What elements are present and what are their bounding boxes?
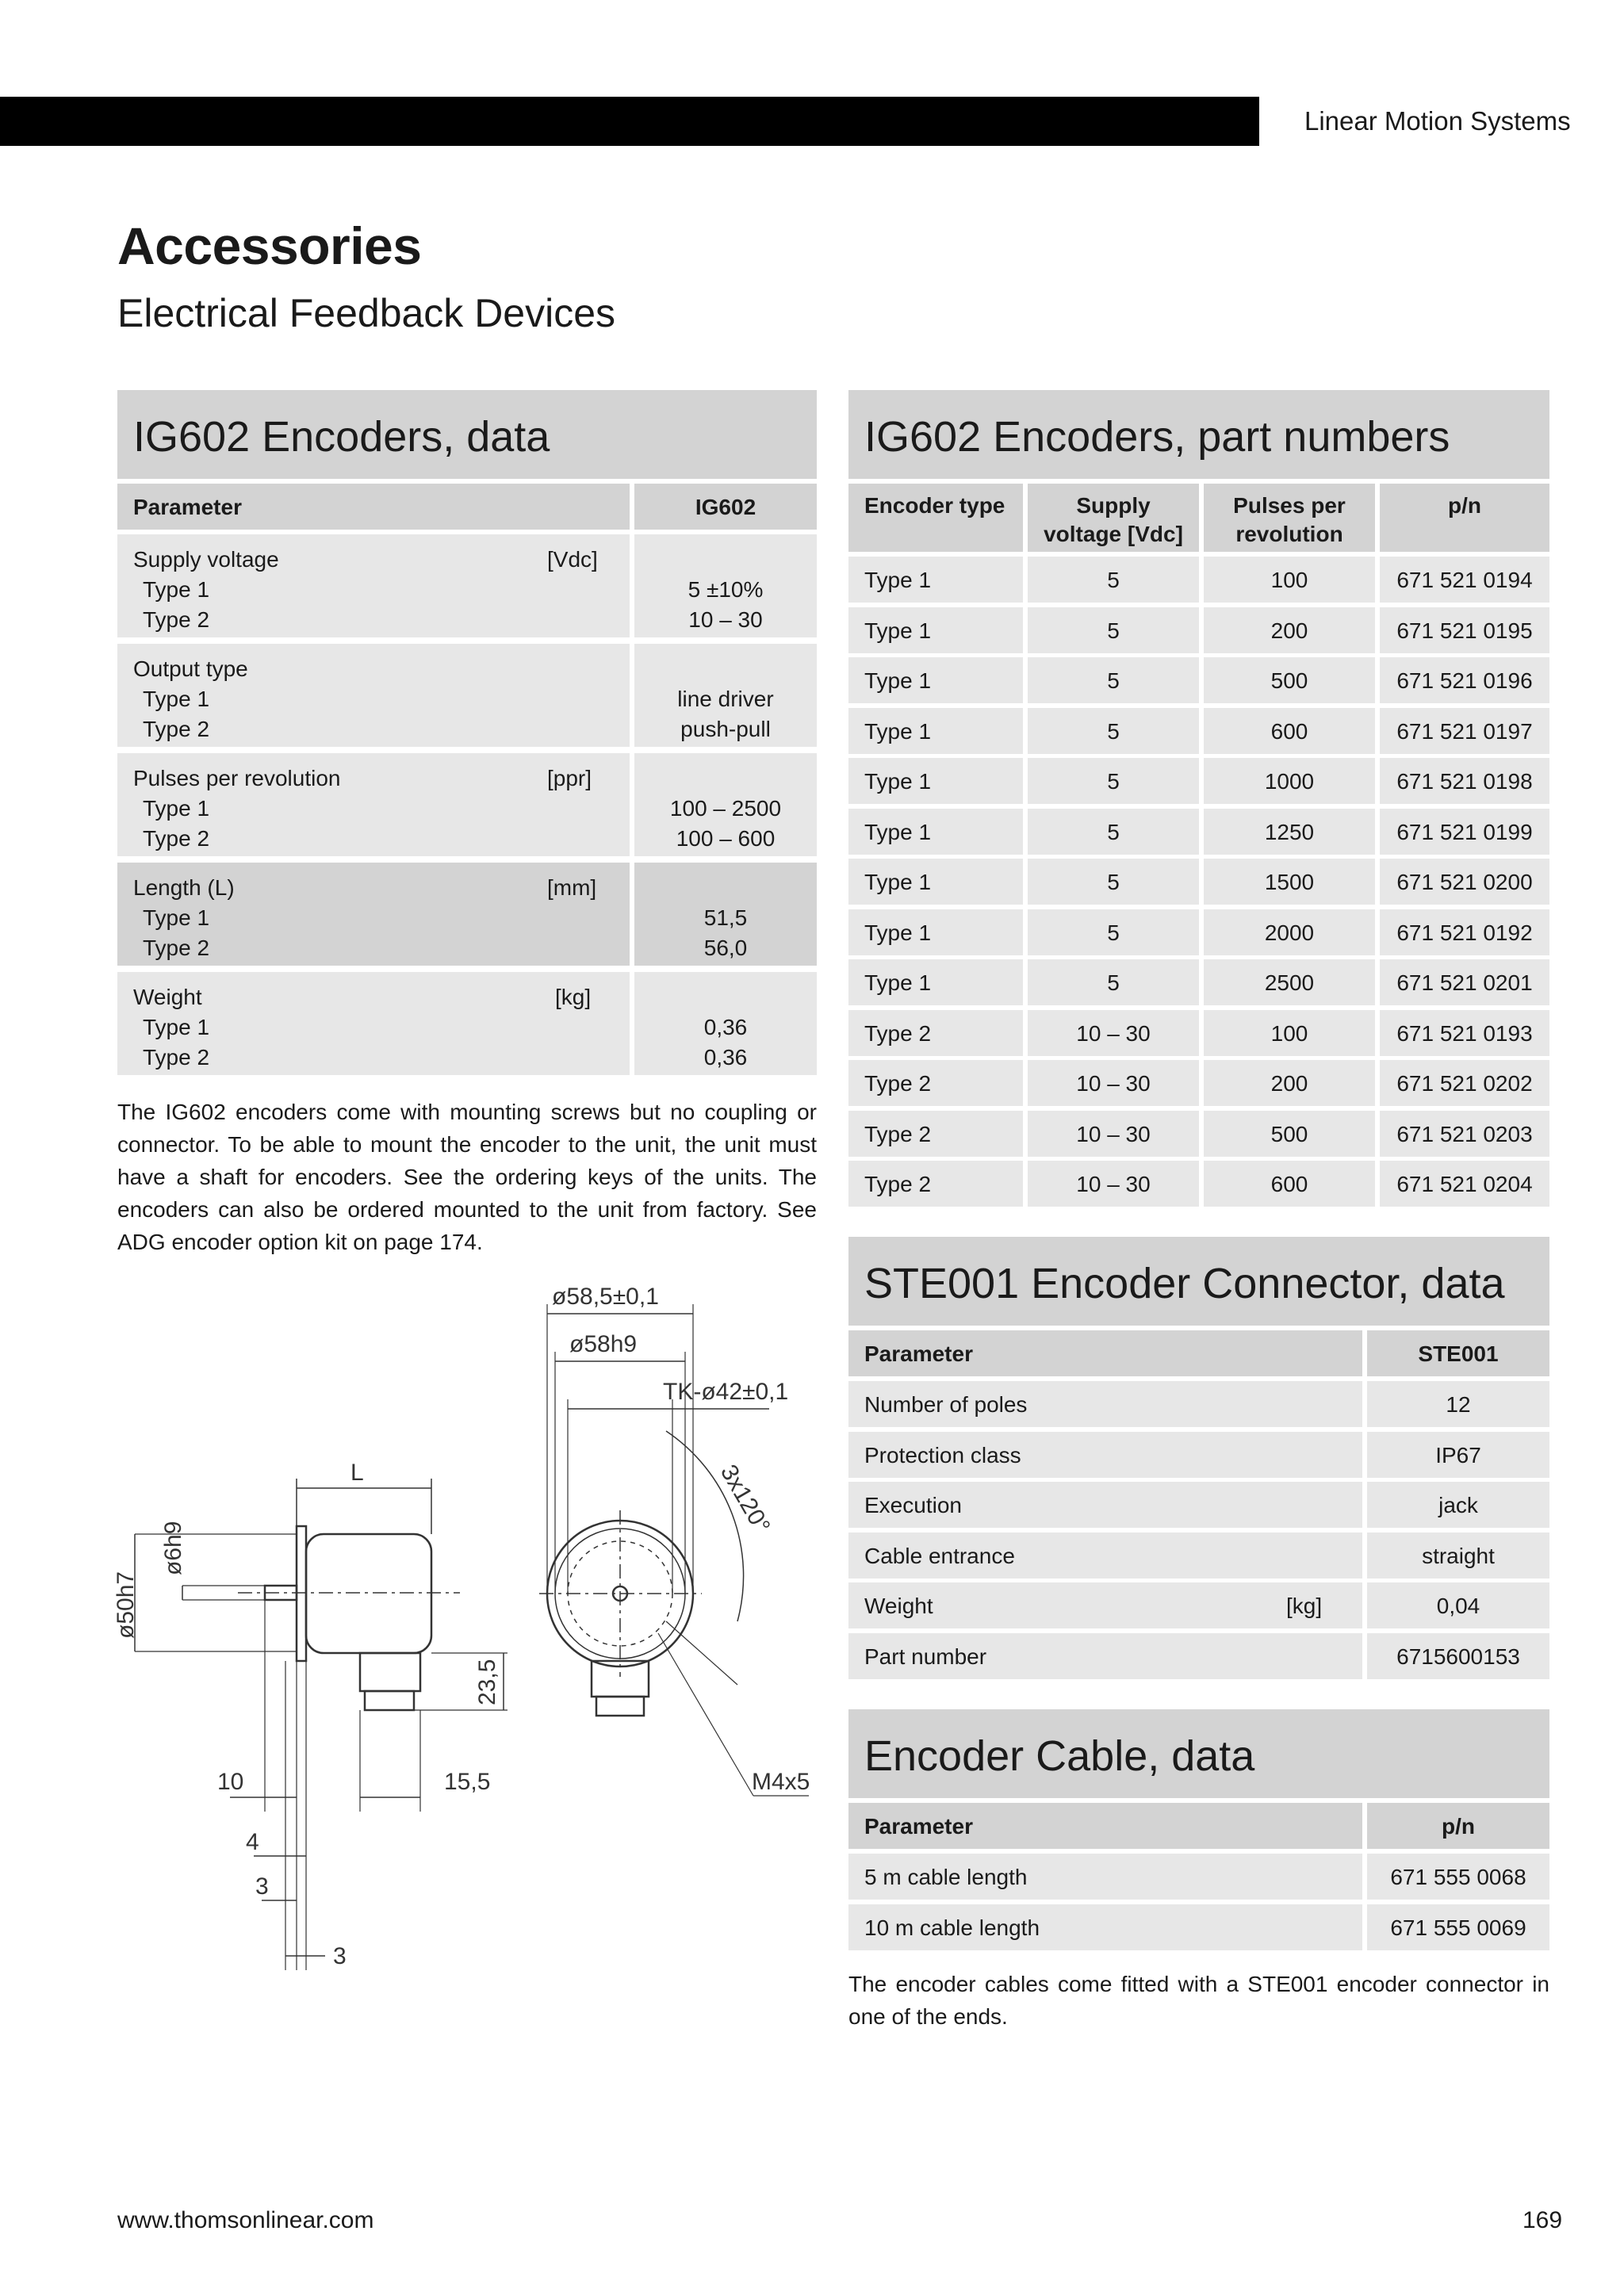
group-unit: [kg] — [555, 985, 592, 1009]
part-number: 671 521 0204 — [1396, 1172, 1533, 1196]
header-bar — [0, 97, 1259, 146]
row-label: Type 1 — [143, 577, 210, 602]
row-value: push-pull — [680, 717, 771, 741]
row-value: 5 ±10% — [688, 577, 764, 602]
parts-cell — [848, 909, 1023, 955]
group-name: Weight — [133, 985, 202, 1009]
parts-cell — [848, 1161, 1023, 1207]
parts-cell-text: Type 2 — [864, 1071, 932, 1096]
parts-cell — [1380, 959, 1549, 1005]
parts-cell — [848, 557, 1023, 603]
parts-cell-text: 5 — [1107, 718, 1120, 744]
parts-cell — [848, 959, 1023, 1005]
group-name: Pulses per revolution — [133, 766, 341, 790]
ste001-row — [848, 1633, 1362, 1679]
ste001-row-unit: [kg] — [1286, 1594, 1323, 1618]
parts-cell — [848, 809, 1023, 855]
parts-cell — [1380, 909, 1549, 955]
parts-cell — [1028, 859, 1199, 905]
dim-4: 4 — [246, 1829, 259, 1855]
parts-cell-text: 5 — [1107, 568, 1120, 592]
parts-cell — [1204, 1060, 1375, 1106]
row-value: 100 – 600 — [676, 826, 776, 851]
ig602-data-header-value-text: IG602 — [695, 495, 756, 519]
parts-cell — [1028, 1010, 1199, 1056]
ig602-group-output-type-values — [634, 644, 817, 747]
dim-shaft-diameter: ø6h9 — [160, 1521, 186, 1575]
dim-10: 10 — [217, 1769, 244, 1795]
parts-cell — [848, 1010, 1023, 1056]
parts-cell — [1028, 607, 1199, 653]
parts-cell — [1380, 1010, 1549, 1056]
parts-cell-text: 5 — [1107, 819, 1120, 844]
row-value: line driver — [677, 687, 774, 711]
parts-cell-text: 5 — [1107, 970, 1120, 995]
parts-cell — [848, 758, 1023, 804]
row-value: 0,36 — [703, 1045, 748, 1070]
parts-cell — [1028, 909, 1199, 955]
parts-cell — [1204, 557, 1375, 603]
parts-cell — [1204, 809, 1375, 855]
parts-cell — [1204, 1111, 1375, 1157]
parts-cell — [1028, 1161, 1199, 1207]
parts-cell-text: 10 – 30 — [1076, 1020, 1151, 1046]
ste001-row — [848, 1432, 1362, 1478]
part-number: 671 521 0192 — [1396, 920, 1533, 945]
ste001-row-value-cell — [1367, 1381, 1549, 1427]
ig602-group-length-values — [634, 863, 817, 966]
ste001-row-value-cell — [1367, 1533, 1549, 1578]
dim-mid-diameter: ø58h9 — [569, 1331, 638, 1357]
dim-connector-height: 23,5 — [474, 1659, 500, 1705]
dim-flange-diameter: ø50h7 — [113, 1571, 139, 1639]
dim-outer-diameter: ø58,5±0,1 — [552, 1284, 659, 1310]
parts-cell — [848, 1060, 1023, 1106]
parts-cell-text: Type 1 — [864, 769, 932, 794]
ig602-group-weight-values — [634, 972, 817, 1075]
ste001-row-value: straight — [1422, 1543, 1495, 1568]
row-label: Type 2 — [143, 1045, 210, 1070]
parts-cell — [1380, 1060, 1549, 1106]
parts-cell-text: 5 — [1107, 769, 1120, 794]
row-label: Type 2 — [143, 717, 210, 741]
part-number: 671 521 0201 — [1396, 970, 1533, 995]
row-value: 100 – 2500 — [669, 796, 782, 821]
part-number: 671 521 0193 — [1396, 1020, 1533, 1046]
ste001-row-value: 12 — [1446, 1392, 1471, 1417]
footer-url[interactable]: www.thomsonlinear.com — [117, 2207, 374, 2233]
parts-cell-text: Type 1 — [864, 618, 932, 643]
ste001-row-value-cell — [1367, 1582, 1549, 1628]
ste001-row-value: IP67 — [1435, 1442, 1481, 1468]
parts-header-text: Pulses per revolution — [1233, 493, 1346, 546]
parts-cell — [1380, 557, 1549, 603]
group-name: Length (L) — [133, 875, 235, 900]
parts-cell-text: Type 1 — [864, 819, 932, 844]
parts-header-text: p/n — [1448, 493, 1481, 518]
part-number: 671 521 0198 — [1396, 769, 1533, 794]
row-label: Type 1 — [143, 905, 210, 930]
row-label: Type 2 — [143, 607, 210, 632]
ste001-row-label: Cable entrance — [864, 1543, 1015, 1568]
parts-cell-text: Type 1 — [864, 568, 932, 592]
parts-cell-text: 10 – 30 — [1076, 1071, 1151, 1096]
part-number: 671 521 0203 — [1396, 1121, 1533, 1146]
parts-cell — [1380, 809, 1549, 855]
parts-cell-text: Type 1 — [864, 718, 932, 744]
ig602-group-output-type — [117, 644, 630, 747]
ig602-group-length — [117, 863, 630, 966]
parts-cell — [1204, 1161, 1375, 1207]
ste001-row — [848, 1381, 1362, 1427]
dim-length: L — [350, 1460, 364, 1486]
parts-cell-text: 10 – 30 — [1076, 1172, 1151, 1196]
parts-cell — [848, 708, 1023, 754]
ste001-row-value-cell — [1367, 1633, 1549, 1679]
parts-cell — [1380, 708, 1549, 754]
parts-header-1 — [1028, 484, 1199, 552]
ste001-row-label: Protection class — [864, 1442, 1021, 1468]
encoder-front-view — [539, 1304, 809, 1796]
ste001-row-value: 6715600153 — [1396, 1644, 1520, 1669]
parts-cell — [1028, 1111, 1199, 1157]
group-unit: [mm] — [547, 875, 597, 900]
parts-cell-text: 5 — [1107, 870, 1120, 894]
encoder-side-view — [135, 1479, 508, 1970]
parts-cell-text: 5 — [1107, 618, 1120, 643]
ste001-header-value-text: STE001 — [1418, 1341, 1499, 1366]
part-number: 671 521 0194 — [1396, 568, 1533, 592]
parts-cell — [1028, 1060, 1199, 1106]
parts-header-0 — [848, 484, 1023, 552]
ig602-data-header-value — [634, 484, 817, 530]
cable-header-value — [1367, 1803, 1549, 1849]
section-label: Linear Motion Systems — [1304, 106, 1571, 136]
parts-cell — [1028, 758, 1199, 804]
ig602-group-pulses — [117, 753, 630, 856]
group-unit: [Vdc] — [547, 547, 598, 572]
parts-cell — [1380, 859, 1549, 905]
parts-cell-text: 1000 — [1264, 769, 1315, 794]
parts-cell-text: 1500 — [1264, 870, 1315, 894]
row-label: Type 2 — [143, 936, 210, 960]
parts-header-text: Encoder type — [864, 493, 1005, 518]
cable-note: The encoder cables come fitted with a STE001 encoder connector in one of the ends. — [848, 1972, 1549, 2029]
cable-row-value-cell — [1367, 1904, 1549, 1950]
dim-angle: 3x120° — [714, 1460, 776, 1538]
row-label: Type 1 — [143, 1015, 210, 1039]
parts-cell-text: 500 — [1270, 1121, 1308, 1146]
parts-cell-text: 100 — [1270, 568, 1308, 592]
ste001-row-value: jack — [1438, 1493, 1478, 1517]
parts-cell — [1204, 657, 1375, 703]
cable-header-parameter — [848, 1803, 1362, 1849]
parts-cell-text: Type 1 — [864, 668, 932, 693]
parts-header-text: Supply voltage [Vdc] — [1044, 493, 1183, 546]
parts-cell — [848, 607, 1023, 653]
parts-cell — [1028, 657, 1199, 703]
parts-cell — [1204, 1010, 1375, 1056]
parts-cell-text: Type 2 — [864, 1172, 932, 1196]
ig602-note: The IG602 encoders come with mounting screws but no coupling or connector. To be able to mount the encoder to the unit, the unit must have a shaft for encoders. See the ordering keys of the units. The encoders can also be ordered mounted to the unit from factory. See ADG encoder option kit on page 174. — [117, 1100, 817, 1254]
parts-cell — [1380, 657, 1549, 703]
ste001-row-value-cell — [1367, 1432, 1549, 1478]
row-value: 0,36 — [703, 1015, 748, 1039]
dim-3a: 3 — [255, 1873, 269, 1900]
parts-cell — [1204, 859, 1375, 905]
parts-cell — [1380, 1161, 1549, 1207]
ig602-data-header-parameter — [117, 484, 630, 530]
parts-cell — [1028, 809, 1199, 855]
ste001-heading: STE001 Encoder Connector, data — [848, 1237, 1549, 1326]
ste001-row — [848, 1582, 1362, 1628]
drawing-labels — [113, 1284, 810, 1969]
ste001-row-label: Part number — [864, 1644, 987, 1669]
cable-row-value-cell — [1367, 1854, 1549, 1900]
ste001-row-label: Execution — [864, 1493, 962, 1517]
ste001-header-parameter-text: Parameter — [864, 1341, 973, 1366]
cable-part-number: 671 555 0069 — [1390, 1915, 1526, 1940]
parts-cell — [848, 1111, 1023, 1157]
page-number: 169 — [1522, 2207, 1563, 2233]
cable-row — [848, 1904, 1362, 1950]
part-number: 671 521 0202 — [1396, 1071, 1533, 1096]
page-title: Accessories — [117, 216, 422, 275]
parts-cell-text: 600 — [1270, 1172, 1308, 1196]
parts-cell — [1380, 758, 1549, 804]
parts-cell-text: 100 — [1270, 1020, 1308, 1046]
dim-3b: 3 — [333, 1943, 347, 1969]
cable-header-parameter-text: Parameter — [864, 1814, 973, 1839]
parts-cell-text: Type 1 — [864, 970, 932, 995]
part-number: 671 521 0200 — [1396, 870, 1533, 894]
ig602-group-supply-voltage-values — [634, 534, 817, 637]
row-label: Type 2 — [143, 826, 210, 851]
parts-cell — [848, 657, 1023, 703]
parts-cell-text: 200 — [1270, 618, 1308, 643]
group-name: Supply voltage — [133, 547, 279, 572]
ste001-row-label: Weight — [864, 1594, 933, 1618]
part-number: 671 521 0195 — [1396, 618, 1533, 643]
parts-cell-text: Type 1 — [864, 920, 932, 945]
ste001-header-parameter — [848, 1330, 1362, 1376]
parts-cell — [1204, 909, 1375, 955]
parts-cell — [1028, 557, 1199, 603]
cable-heading: Encoder Cable, data — [848, 1709, 1549, 1798]
parts-cell-text: 5 — [1107, 668, 1120, 693]
ig602-data-heading: IG602 Encoders, data — [117, 390, 817, 479]
parts-cell-text: 1250 — [1264, 819, 1315, 844]
ste001-row-label: Number of poles — [864, 1392, 1028, 1417]
row-value: 51,5 — [703, 905, 748, 930]
ste001-row — [848, 1482, 1362, 1528]
part-number: 671 521 0199 — [1396, 819, 1533, 844]
parts-cell — [1380, 1111, 1549, 1157]
parts-cell — [1204, 758, 1375, 804]
parts-cell-text: Type 1 — [864, 870, 932, 894]
parts-cell — [848, 859, 1023, 905]
cable-part-number: 671 555 0068 — [1390, 1865, 1526, 1889]
row-value: 10 – 30 — [688, 607, 763, 632]
ste001-row — [848, 1533, 1362, 1578]
dim-tk-diameter: TK-ø42±0,1 — [663, 1379, 789, 1405]
page-subtitle: Electrical Feedback Devices — [117, 291, 616, 335]
ste001-row-value-cell — [1367, 1482, 1549, 1528]
parts-cell-text: 2000 — [1264, 920, 1315, 945]
part-number: 671 521 0197 — [1396, 718, 1533, 744]
parts-cell — [1380, 607, 1549, 653]
parts-cell — [1028, 708, 1199, 754]
parts-cell-text: 5 — [1107, 920, 1120, 945]
cable-row-label: 5 m cable length — [864, 1865, 1028, 1889]
ig602-group-pulses-values — [634, 753, 817, 856]
group-name: Output type — [133, 656, 248, 681]
ste001-header-value — [1367, 1330, 1549, 1376]
row-label: Type 1 — [143, 687, 210, 711]
parts-header-3 — [1380, 484, 1549, 552]
cable-header-value-text: p/n — [1442, 1814, 1475, 1839]
parts-cell-text: Type 2 — [864, 1020, 932, 1046]
parts-cell — [1028, 959, 1199, 1005]
ig602-group-weight — [117, 972, 630, 1075]
cable-row-label: 10 m cable length — [864, 1915, 1040, 1940]
part-number: 671 521 0196 — [1396, 668, 1533, 693]
parts-cell-text: 600 — [1270, 718, 1308, 744]
cable-row — [848, 1854, 1362, 1900]
ig602-data-header-parameter-text: Parameter — [133, 495, 242, 519]
parts-cell — [1204, 708, 1375, 754]
parts-cell-text: 500 — [1270, 668, 1308, 693]
dim-screw: M4x5 — [752, 1769, 810, 1795]
ste001-row-value: 0,04 — [1436, 1594, 1480, 1618]
parts-cell — [1204, 607, 1375, 653]
dim-connector-width: 15,5 — [444, 1769, 491, 1795]
parts-header-2 — [1204, 484, 1375, 552]
parts-cell-text: 200 — [1270, 1071, 1308, 1096]
row-value: 56,0 — [703, 936, 748, 960]
parts-cell-text: Type 2 — [864, 1121, 932, 1146]
parts-cell-text: 2500 — [1264, 970, 1315, 995]
encoder-drawing — [111, 1272, 825, 1986]
group-unit: [ppr] — [547, 766, 592, 790]
row-label: Type 1 — [143, 796, 210, 821]
parts-cell-text: 10 – 30 — [1076, 1121, 1151, 1146]
parts-cell — [1204, 959, 1375, 1005]
ig602-parts-heading: IG602 Encoders, part numbers — [848, 390, 1549, 479]
ig602-group-supply-voltage — [117, 534, 630, 637]
